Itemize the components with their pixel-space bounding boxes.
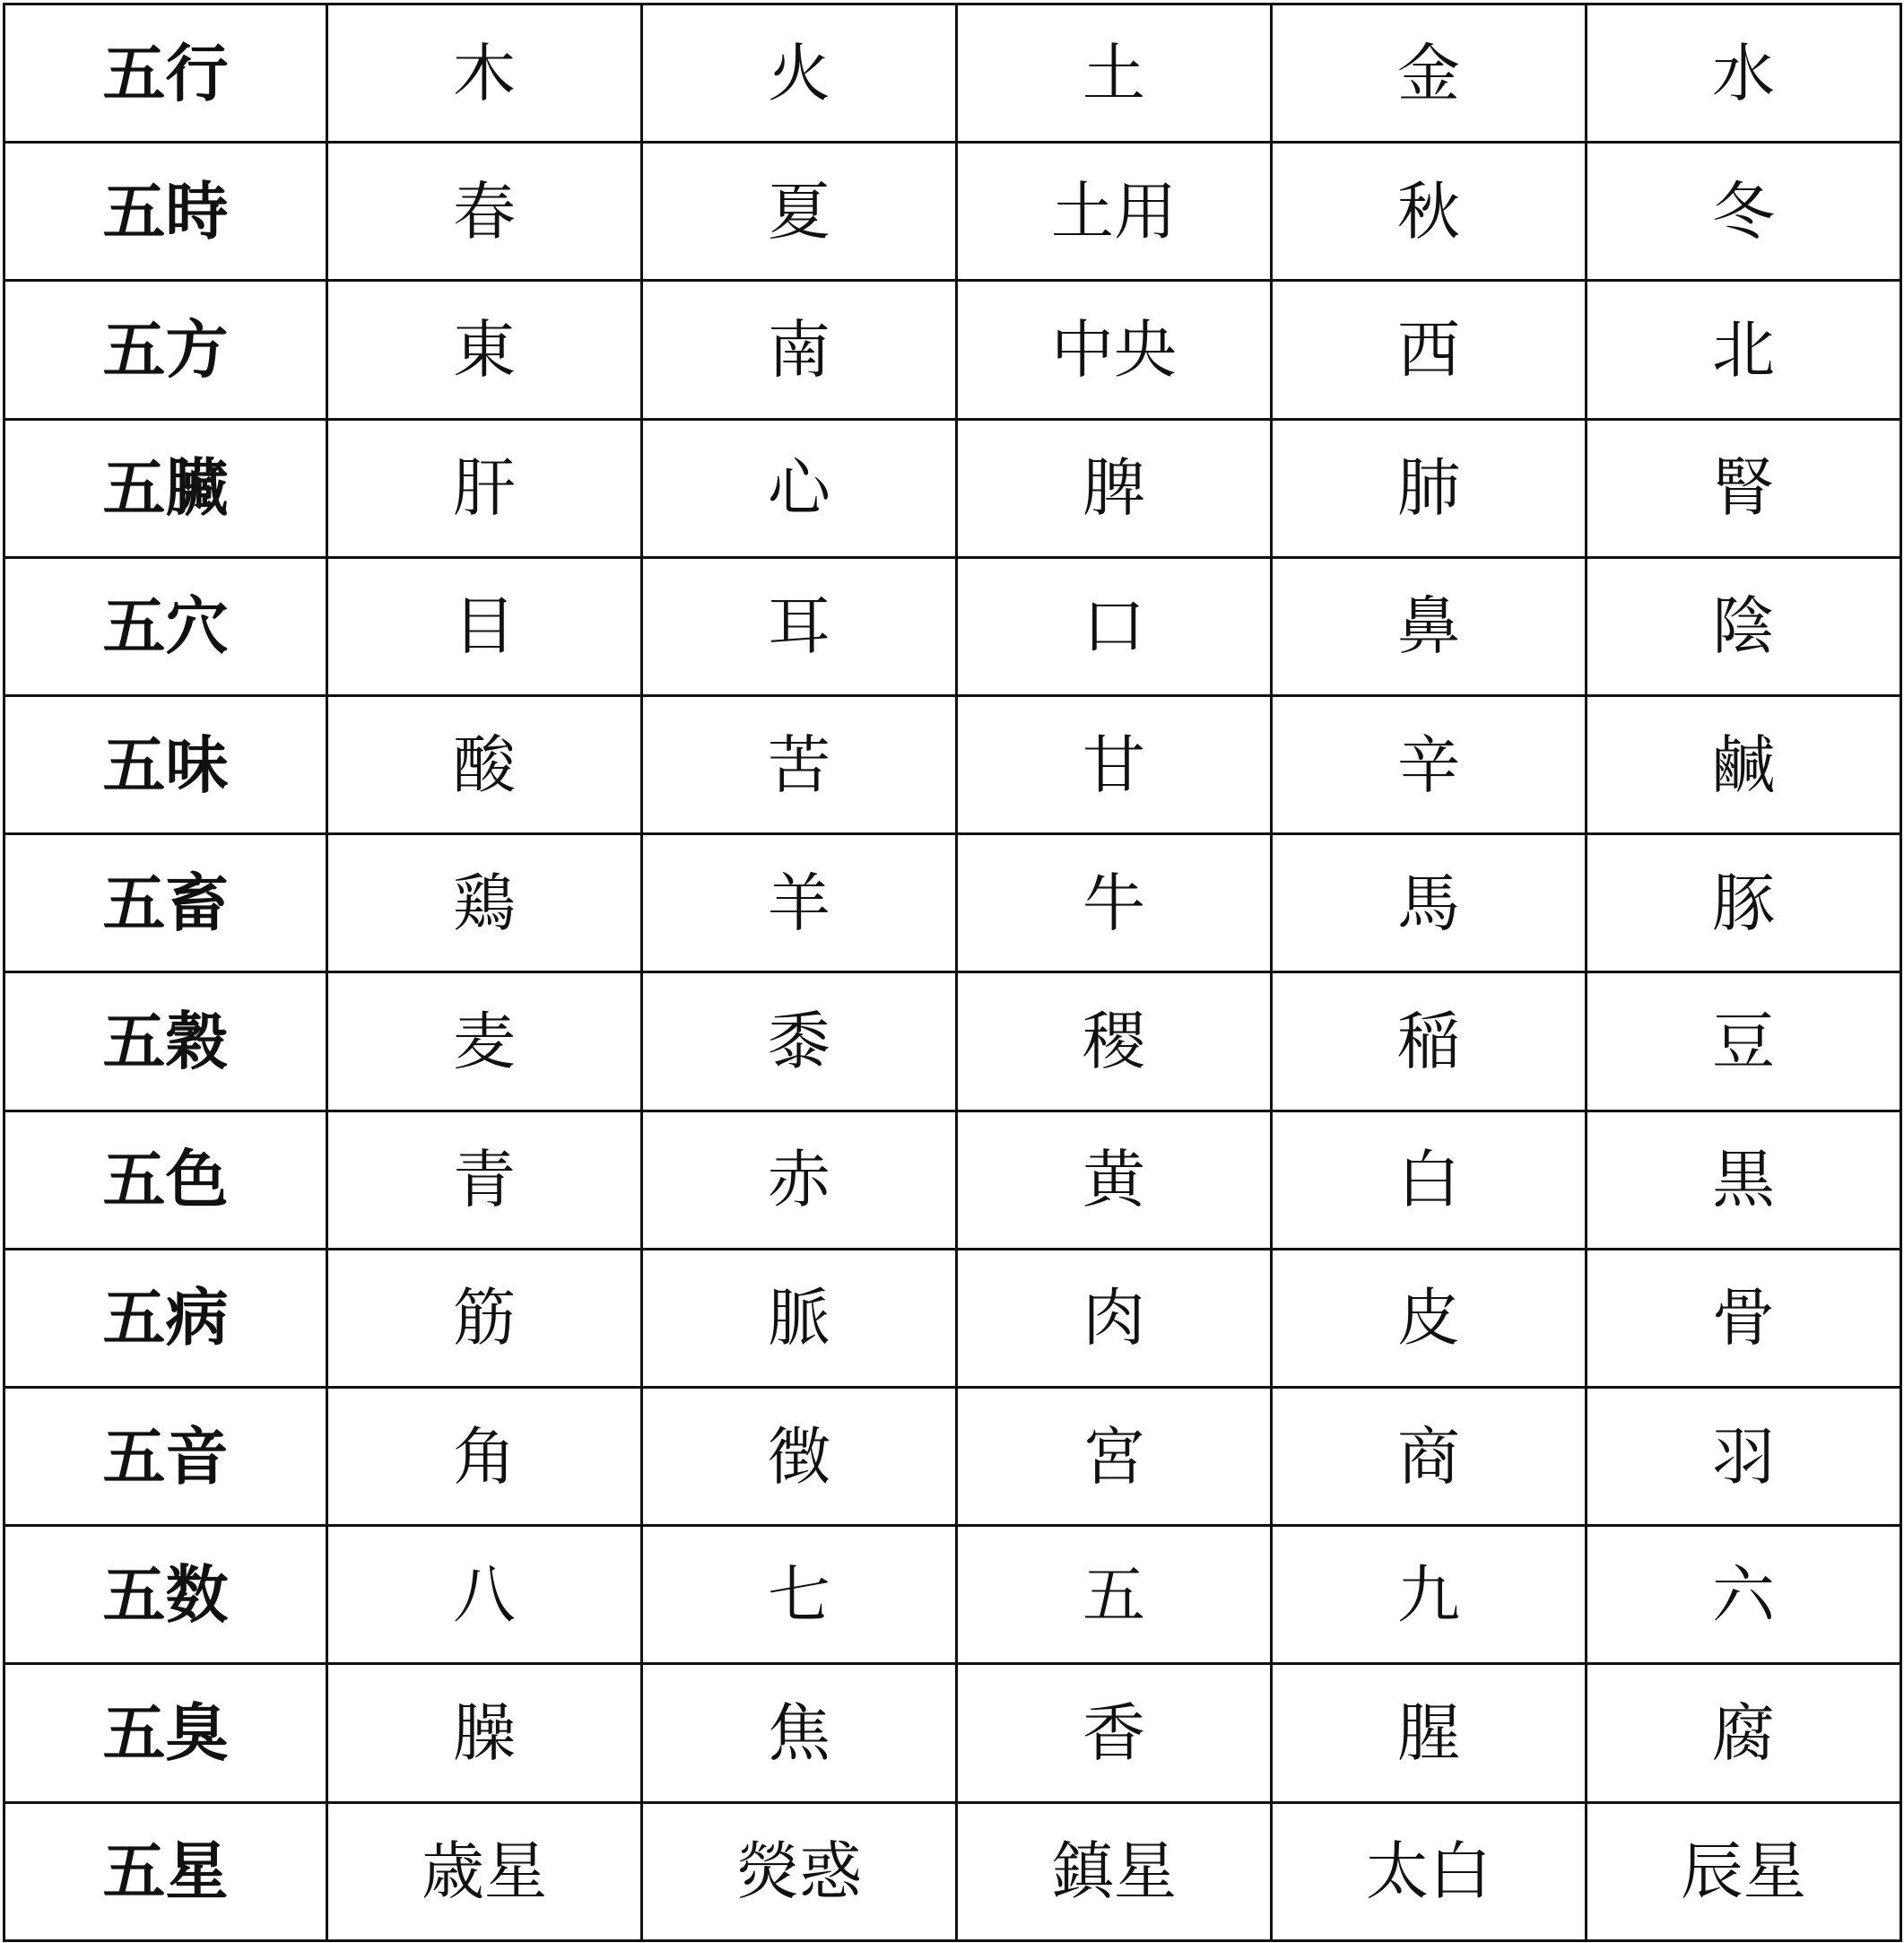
table-cell: 鶏 [327,834,642,972]
row-category-label: 五臟 [4,419,327,557]
table-cell: 辰星 [1587,1802,1901,1940]
table-cell: 東 [327,281,642,419]
table-row [4,1664,1901,1802]
table-cell: 焦 [642,1664,957,1802]
table-row [4,972,1901,1111]
table-cell: 徴 [642,1388,957,1526]
table-row [4,281,1901,419]
row-category-label: 五臭 [4,1664,327,1802]
table-cell: 黒 [1587,1111,1901,1249]
table-cell: 苦 [642,696,957,834]
table-cell: 腥 [1272,1664,1587,1802]
row-category-label: 五時 [4,143,327,281]
table-cell: 鹹 [1587,696,1901,834]
table-cell: 八 [327,1526,642,1664]
table-row [4,834,1901,972]
table-cell: 春 [327,143,642,281]
row-category-label: 五穀 [4,972,327,1111]
table-cell: 商 [1272,1388,1587,1526]
table-cell: 脾 [957,419,1272,557]
table-cell: 水 [1587,4,1901,143]
table-cell: 熒惑 [642,1802,957,1940]
table-cell: 陰 [1587,557,1901,695]
table-cell: 五 [957,1526,1272,1664]
table-cell: 北 [1587,281,1901,419]
table-cell: 心 [642,419,957,557]
table-cell: 稲 [1272,972,1587,1111]
table-cell: 酸 [327,696,642,834]
table-cell: 鎮星 [957,1802,1272,1940]
row-category-label: 五音 [4,1388,327,1526]
table-row [4,1388,1901,1526]
table-cell: 鼻 [1272,557,1587,695]
table-cell: 六 [1587,1526,1901,1664]
table-cell: 口 [957,557,1272,695]
table-cell: 白 [1272,1111,1587,1249]
table-cell: 羊 [642,834,957,972]
table-cell: 角 [327,1388,642,1526]
table-cell: 火 [642,4,957,143]
table-cell: 目 [327,557,642,695]
table-row [4,4,1901,143]
table-cell: 馬 [1272,834,1587,972]
table-row [4,1802,1901,1940]
table-body [4,4,1901,1941]
table-cell: 臊 [327,1664,642,1802]
table-cell: 土用 [957,143,1272,281]
table-cell: 七 [642,1526,957,1664]
row-category-label: 五方 [4,281,327,419]
table-cell: 豆 [1587,972,1901,1111]
table-row [4,419,1901,557]
table-cell: 甘 [957,696,1272,834]
table-cell: 肺 [1272,419,1587,557]
table-cell: 九 [1272,1526,1587,1664]
table-cell: 牛 [957,834,1272,972]
table-cell: 稷 [957,972,1272,1111]
five-elements-table [3,3,1902,1942]
table-row [4,1249,1901,1387]
table-cell: 木 [327,4,642,143]
table-cell: 中央 [957,281,1272,419]
table-cell: 耳 [642,557,957,695]
row-category-label: 五病 [4,1249,327,1387]
table-cell: 南 [642,281,957,419]
table-row [4,557,1901,695]
row-category-label: 五数 [4,1526,327,1664]
table-cell: 太白 [1272,1802,1587,1940]
row-category-label: 五畜 [4,834,327,972]
row-category-label: 五行 [4,4,327,143]
table-cell: 秋 [1272,143,1587,281]
row-category-label: 五穴 [4,557,327,695]
table-cell: 筋 [327,1249,642,1387]
table-cell: 黄 [957,1111,1272,1249]
table-cell: 宮 [957,1388,1272,1526]
table-cell: 骨 [1587,1249,1901,1387]
table-cell: 辛 [1272,696,1587,834]
table-cell: 腎 [1587,419,1901,557]
table-row [4,1526,1901,1664]
table-cell: 麦 [327,972,642,1111]
table-cell: 脈 [642,1249,957,1387]
table-cell: 羽 [1587,1388,1901,1526]
table-cell: 冬 [1587,143,1901,281]
table-cell: 豚 [1587,834,1901,972]
table-cell: 赤 [642,1111,957,1249]
table-cell: 青 [327,1111,642,1249]
table-cell: 土 [957,4,1272,143]
table-cell: 肝 [327,419,642,557]
table-cell: 香 [957,1664,1272,1802]
table-cell: 歳星 [327,1802,642,1940]
table-row [4,696,1901,834]
table-row [4,143,1901,281]
row-category-label: 五色 [4,1111,327,1249]
row-category-label: 五星 [4,1802,327,1940]
table-cell: 腐 [1587,1664,1901,1802]
table-row [4,1111,1901,1249]
table-cell: 金 [1272,4,1587,143]
table-cell: 皮 [1272,1249,1587,1387]
table-cell: 西 [1272,281,1587,419]
row-category-label: 五味 [4,696,327,834]
table-cell: 肉 [957,1249,1272,1387]
table-cell: 夏 [642,143,957,281]
table-cell: 黍 [642,972,957,1111]
